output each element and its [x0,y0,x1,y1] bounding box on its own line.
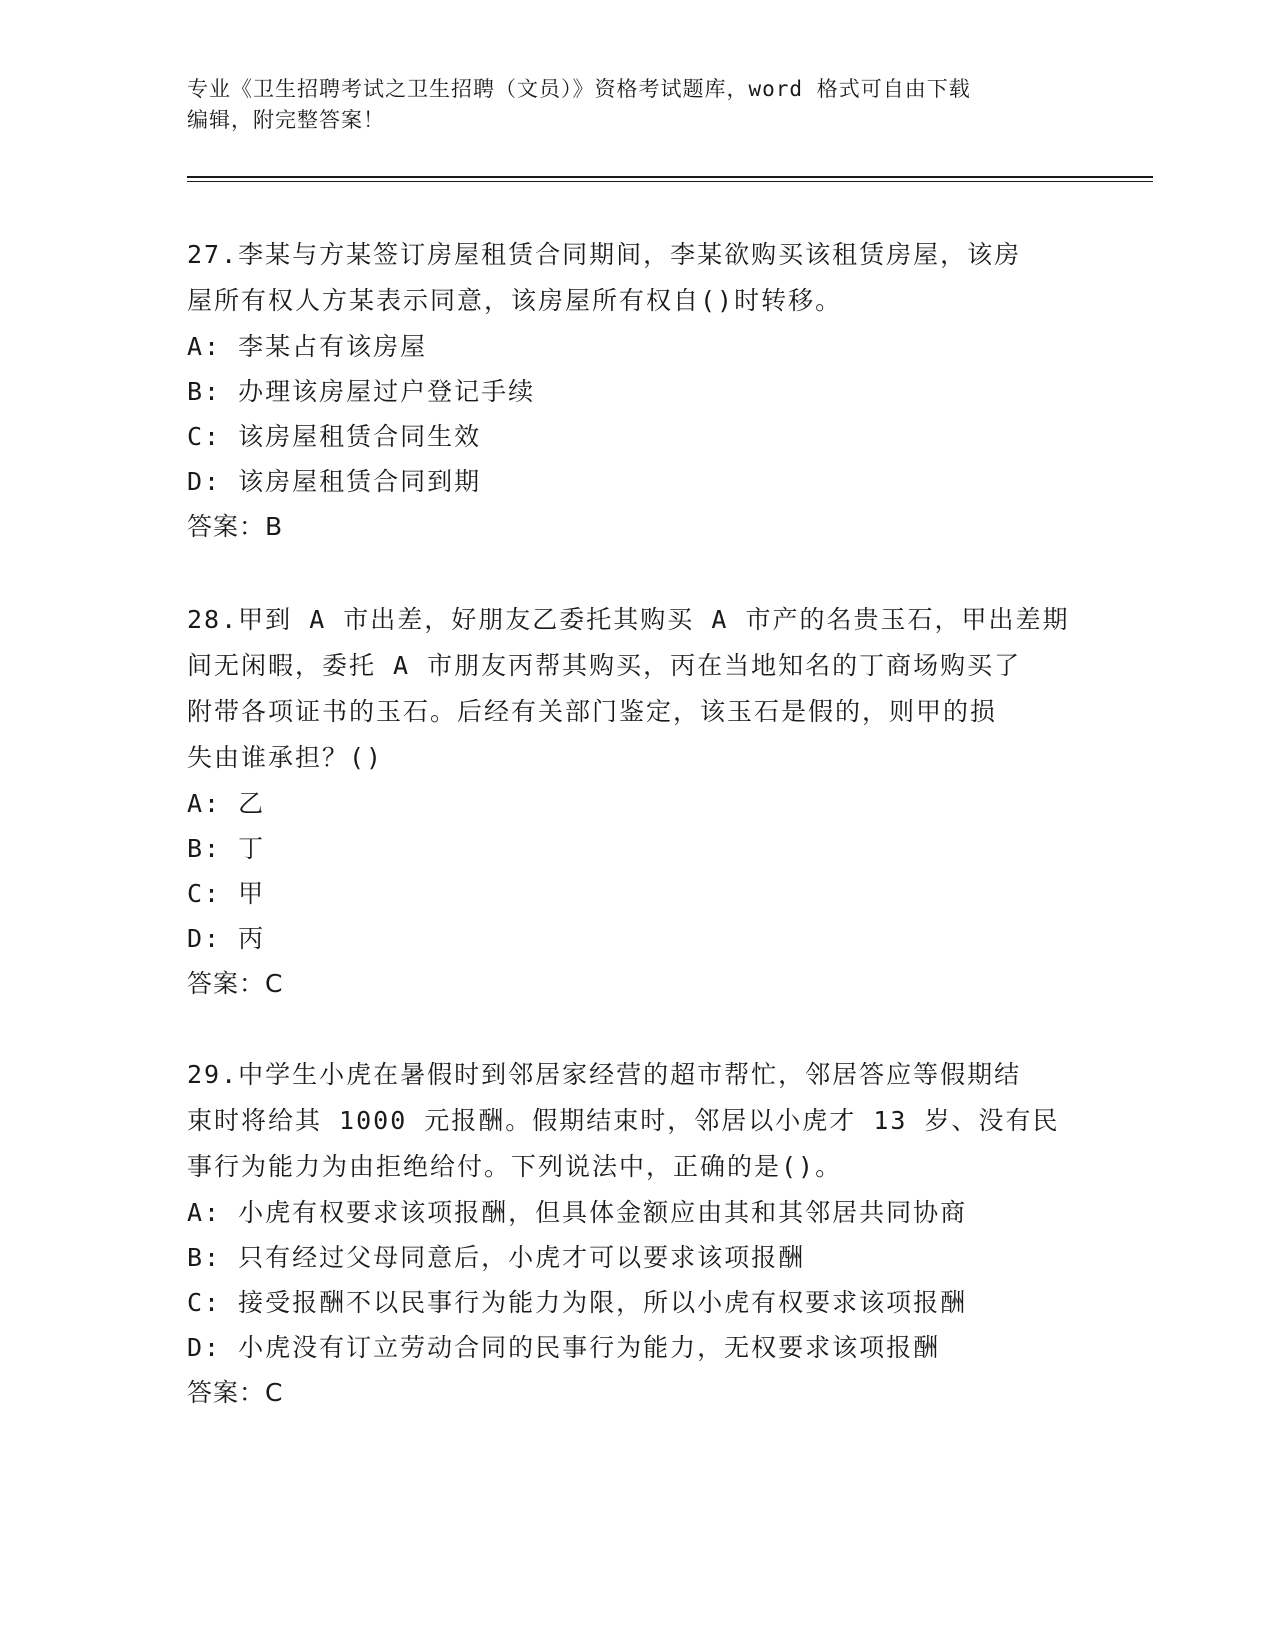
document-header [187,74,1087,136]
question-stem-line: 28.甲到 A 市出差，好朋友乙委托其购买 A 市产的名贵玉石，甲出差期 [187,605,1070,634]
option-d: D: 小虎没有订立劳动合同的民事行为能力，无权要求该项报酬 [187,1333,941,1362]
answer-label: 答案：C [187,969,284,998]
option-c: C: 甲 [187,879,266,908]
question-stem-line: 间无闲暇，委托 A 市朋友丙帮其购买，丙在当地知名的丁商场购买了 [187,651,1022,680]
question-28 [187,597,1087,1007]
question-stem-line: 29.中学生小虎在暑假时到邻居家经营的超市帮忙，邻居答应等假期结 [187,1060,1022,1089]
header-line-1: 专业《卫生招聘考试之卫生招聘（文员）》资格考试题库，word 格式可自由下载 [187,77,971,101]
question-29 [187,1052,1087,1416]
option-b: B: 只有经过父母同意后，小虎才可以要求该项报酬 [187,1243,806,1272]
header-divider-top [187,176,1153,178]
question-stem-line: 屋所有权人方某表示同意，该房屋所有权自()时转移。 [187,286,843,315]
option-c: C: 该房屋租赁合同生效 [187,422,482,451]
answer-label: 答案：C [187,1378,284,1407]
question-stem-line: 27.李某与方某签订房屋租赁合同期间，李某欲购买该租赁房屋，该房 [187,240,1022,269]
option-a: A: 乙 [187,789,266,818]
question-stem-line: 失由谁承担？() [187,743,384,772]
question-stem-line: 事行为能力为由拒绝给付。下列说法中，正确的是()。 [187,1152,843,1181]
question-27 [187,232,1087,550]
header-divider-bottom [187,181,1153,182]
option-d: D: 该房屋租赁合同到期 [187,467,482,496]
option-b: B: 丁 [187,834,266,863]
option-b: B: 办理该房屋过户登记手续 [187,377,536,406]
option-c: C: 接受报酬不以民事行为能力为限，所以小虎有权要求该项报酬 [187,1288,968,1317]
header-line-2: 编辑，附完整答案！ [187,108,385,132]
answer-label: 答案：B [187,512,284,541]
option-d: D: 丙 [187,924,266,953]
question-stem-line: 束时将给其 1000 元报酬。假期结束时，邻居以小虎才 13 岁、没有民 [187,1106,1060,1135]
option-a: A: 李某占有该房屋 [187,332,428,361]
option-a: A: 小虎有权要求该项报酬，但具体金额应由其和其邻居共同协商 [187,1198,968,1227]
question-stem-line: 附带各项证书的玉石。后经有关部门鉴定，该玉石是假的，则甲的损 [187,697,998,726]
